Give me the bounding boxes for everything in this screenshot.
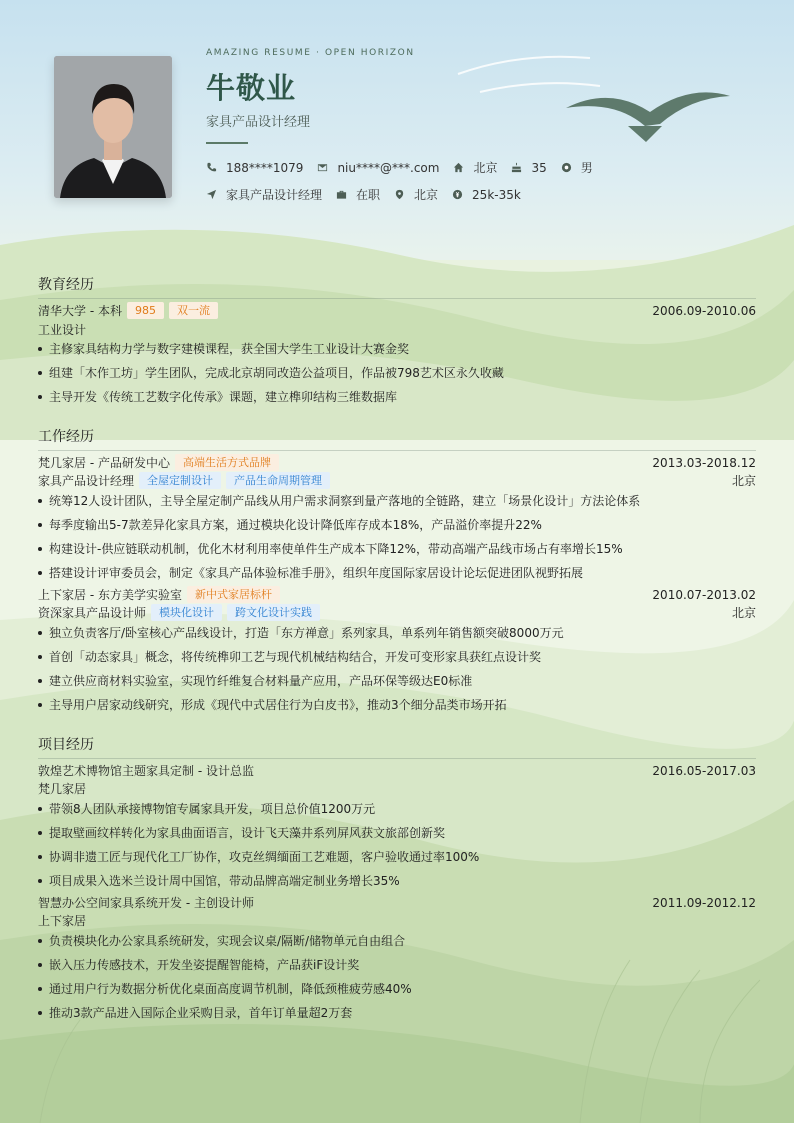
candidate-name: 牛敬业 [206,71,297,105]
phone-item [206,161,303,175]
job-date: 2013.03-2018.12 [652,455,756,470]
education-heading: 教育经历 [38,274,756,299]
project-header [38,762,756,779]
project-org: 上下家居 [38,914,87,928]
list-item: 主导用户居家动线研究，形成《现代中式居住行为白皮书》，推动3个细分品类市场开拓 [38,696,756,713]
role-tag: 产品生命周期管理 [226,472,330,489]
list-item: 带领8人团队承接博物馆专属家具开发，项目总价值1200万元 [38,800,756,817]
job-date: 2010.07-2013.02 [652,587,756,602]
major-name: 工业设计 [38,323,87,337]
job-header [38,586,756,603]
project-org-row [38,780,756,797]
list-item: 主修家具结构力学与数字建模课程，获全国大学生工业设计大赛金奖 [38,340,756,357]
company-name: 梵几家居 - 产品研发中心 [38,456,170,470]
school-tag: 985 [127,302,164,319]
list-item: 项目成果入选米兰设计周中国馆，带动品牌高端定制业务增长35% [38,872,756,889]
title-divider [206,142,248,144]
mail-icon [317,162,328,173]
job-role: 资深家具产品设计师 [38,606,147,620]
job-role-row [38,604,756,621]
education-header [38,302,756,319]
list-item: 通过用户行为数据分析优化桌面高度调节机制，降低颈椎疲劳感40% [38,980,756,997]
job-role: 家具产品设计经理 [38,474,135,488]
salary-value: 25k-35k [472,187,521,202]
list-item: 首创「动态家具」概念，将传统榫卯工艺与现代机械结构结合，开发可变形家具获红点设计奖 [38,648,756,665]
work-heading: 工作经历 [38,426,756,451]
project-name: 敦煌艺术博物馆主题家具定制 - 设计总监 [38,764,254,778]
list-item: 独立负责客厅/卧室核心产品线设计，打造「东方禅意」系列家具，单系列年销售额突破8000万元 [38,624,756,641]
position-value: 家具产品设计经理 [226,188,323,202]
money-icon [452,189,463,200]
avatar [54,56,172,198]
list-item: 组建「木作工坊」学生团队，完成北京胡同改造公益项目，作品被798艺术区永久收藏 [38,364,756,381]
intent-row [206,186,535,203]
age-value: 35 [531,160,547,175]
list-item: 统筹12人设计团队，主导全屋定制产品线从用户需求洞察到量产落地的全链路，建立「场景化设计」方法论体系 [38,492,756,509]
home-icon [453,162,464,173]
tagline: AMAZING RESUME · OPEN HORIZON [206,48,415,58]
city-value: 北京 [414,188,439,202]
project-name: 智慧办公空间家具系统开发 - 主创设计师 [38,896,254,910]
job-city: 北京 [731,606,756,620]
project-date: 2011.09-2012.12 [652,895,756,910]
list-item: 协调非遗工匠与现代化工厂协作，攻克丝绸缅面工艺难题，客户验收通过率100% [38,848,756,865]
status-value: 在职 [356,188,381,202]
list-item: 每季度输出5-7款差异化家具方案，通过模块化设计降低库存成本18%，产品溢价率提升22% [38,516,756,533]
list-item: 搭建设计评审委员会，制定《家具产品体验标准手册》，组织年度国际家居设计论坛促进团队视野拓展 [38,564,756,581]
gender-icon [561,162,572,173]
position-item [206,186,322,203]
job-city: 北京 [731,474,756,488]
briefcase-icon [336,189,347,200]
education-major [38,321,756,338]
list-item: 构建设计-供应链联动机制，优化木材利用率使单件生产成本下降12%，带动高端产品线市场占有率增长15% [38,540,756,557]
contact-row [206,159,607,176]
location-pin-icon [394,189,405,200]
company-tag: 新中式家居标杆 [187,586,280,603]
home-item [453,159,497,176]
project-org: 梵几家居 [38,782,87,796]
education-date: 2006.09-2010.06 [652,303,756,318]
status-item [336,186,380,203]
school-name: 清华大学 - 本科 [38,304,122,318]
project-header [38,894,756,911]
job-title: 家具产品设计经理 [206,115,311,130]
list-item: 建立供应商材料实验室，实现竹纤维复合材料量产应用，产品环保等级达E0标准 [38,672,756,689]
role-tag: 模块化设计 [151,604,222,621]
role-tag: 跨文化设计实践 [227,604,320,621]
gender-item [561,159,593,176]
list-item: 主导开发《传统工艺数字化传承》课题，建立榫卯结构三维数据库 [38,388,756,405]
age-item [511,161,546,175]
list-item: 负责模块化办公家具系统研发，实现会议桌/隔断/储物单元自由组合 [38,932,756,949]
role-tag: 全屋定制设计 [139,472,221,489]
list-item: 提取壁画纹样转化为家具曲面语言，设计飞天藻井系列屏风获文旅部创新奖 [38,824,756,841]
phone-icon [206,162,217,173]
job-role-row [38,472,756,489]
school-tag: 双一流 [169,302,218,319]
project-org-row [38,912,756,929]
email-value: niu****@***.com [337,160,440,175]
phone-value: 188****1079 [226,160,304,175]
job-header [38,454,756,471]
email-item [317,161,439,175]
company-tag: 高端生活方式品牌 [175,454,279,471]
city-item [394,186,438,203]
projects-heading: 项目经历 [38,734,756,759]
list-item: 推动3款产品进入国际企业采购目录，首年订单量超2万套 [38,1004,756,1021]
company-name: 上下家居 - 东方美学实验室 [38,588,182,602]
gender-value: 男 [580,161,593,175]
list-item: 嵌入压力传感技术，开发坐姿提醒智能椅，产品获iF设计奖 [38,956,756,973]
home-value: 北京 [473,161,498,175]
send-icon [206,189,217,200]
project-date: 2016.05-2017.03 [652,763,756,778]
salary-item [452,188,521,202]
cake-icon [511,162,522,173]
